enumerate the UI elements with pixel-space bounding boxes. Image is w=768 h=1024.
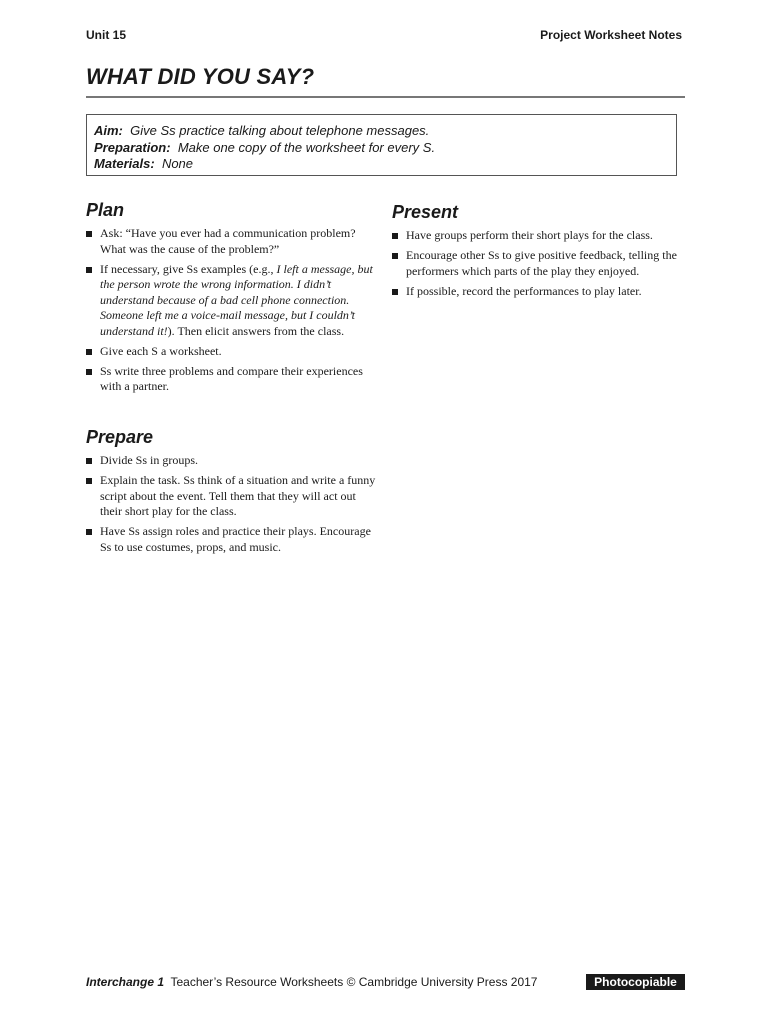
footer-credit: [86, 975, 537, 989]
aim-label: Aim:: [94, 123, 123, 138]
square-bullet-icon: [392, 233, 398, 239]
prepare-heading: Prepare: [86, 427, 154, 447]
list-item-text: ). Then elicit answers from the class.: [167, 323, 345, 338]
page-title: WHAT DID YOU SAY?: [86, 64, 315, 89]
plan-heading: Plan: [86, 200, 125, 220]
aim-line: [94, 123, 676, 140]
footer-copyright: Teacher’s Resource Worksheets © Cambridge University Press 2017: [170, 975, 538, 989]
prepare-section: [86, 427, 376, 560]
example-text: I left a message, but the person wrote the wrong information. I didn’t understand because of a bad cell phone connection. Someone left me a voice-mail message, but I couldn’t understand it!: [100, 261, 373, 338]
square-bullet-icon: [86, 529, 92, 535]
present-list: [392, 228, 682, 299]
square-bullet-icon: [392, 253, 398, 259]
materials-text: None: [161, 156, 194, 171]
list-item-text: Give each S a worksheet.: [100, 343, 222, 358]
list-item-text: Ss write three problems and compare their experiences with a partner.: [100, 363, 363, 393]
plan-section: [86, 200, 376, 399]
present-section: [392, 202, 682, 304]
title-divider: [86, 96, 685, 98]
square-bullet-icon: [86, 267, 92, 273]
list-item: [86, 473, 376, 520]
list-item-text: Encourage other Ss to give positive feedback, telling the performers which parts of the play they enjoyed.: [406, 248, 677, 278]
preparation-line: [94, 140, 676, 157]
square-bullet-icon: [86, 349, 92, 355]
aim-text: Give Ss practice talking about telephone messages.: [130, 123, 430, 138]
list-item: [86, 453, 376, 469]
materials-label: Materials:: [94, 156, 155, 171]
plan-list: [86, 226, 376, 395]
list-item: [392, 248, 682, 279]
preparation-text: Make one copy of the worksheet for every S.: [177, 139, 436, 155]
list-item-text: If necessary, give Ss examples (e.g.,: [100, 261, 277, 276]
footer-brand: Interchange 1: [86, 975, 165, 989]
list-item: [392, 284, 682, 300]
list-item-text: If possible, record the performances to play later.: [406, 283, 642, 298]
list-item: [86, 524, 376, 555]
unit-label: Unit 15: [86, 28, 127, 42]
square-bullet-icon: [392, 289, 398, 295]
square-bullet-icon: [86, 369, 92, 375]
list-item: [392, 228, 682, 244]
prepare-list: [86, 453, 376, 555]
list-item: [86, 364, 376, 395]
list-item: [86, 344, 376, 360]
aim-box: [86, 114, 677, 176]
list-item-text: Ask: “Have you ever had a communication problem? What was the cause of the problem?”: [100, 226, 356, 256]
square-bullet-icon: [86, 478, 92, 484]
preparation-label: Preparation:: [94, 139, 171, 155]
list-item-text: Explain the task. Ss think of a situation and write a funny script about the event. Tell them that they will act out their short play for the class.: [100, 473, 376, 518]
square-bullet-icon: [86, 231, 92, 237]
present-heading: Present: [392, 202, 459, 222]
photocopiable-badge: Photocopiable: [586, 974, 685, 990]
list-item-text: Have Ss assign roles and practice their plays. Encourage Ss to use costumes, props, and music.: [100, 524, 371, 554]
materials-line: [94, 156, 676, 173]
list-item: [86, 226, 376, 257]
list-item: [86, 262, 376, 340]
list-item-text: Have groups perform their short plays for the class.: [406, 228, 653, 242]
square-bullet-icon: [86, 458, 92, 464]
worksheet-notes-label: Project Worksheet Notes: [540, 28, 682, 42]
list-item-text: Divide Ss in groups.: [100, 453, 199, 467]
